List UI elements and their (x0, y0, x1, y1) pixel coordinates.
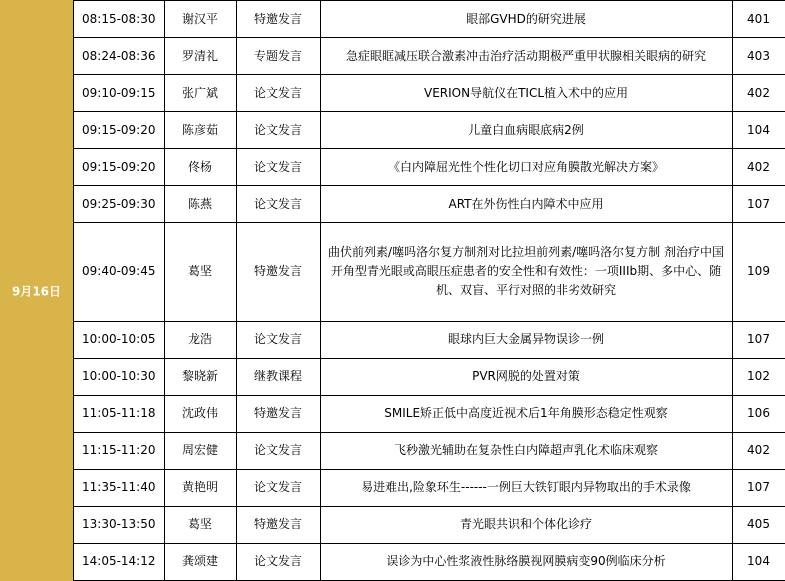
row-time: 08:15-08:30 (74, 1, 164, 38)
row-room: 102 (732, 358, 785, 395)
row-speaker: 龙浩 (164, 321, 236, 358)
row-type: 论文发言 (236, 75, 320, 112)
row-time: 11:05-11:18 (74, 395, 164, 432)
row-title: 青光眼共识和个体化诊疗 (320, 506, 732, 543)
date-label: 9月16日 (11, 284, 62, 298)
row-time: 09:15-09:20 (74, 149, 164, 186)
row-time: 13:30-13:50 (74, 506, 164, 543)
row-title: SMILE矫正低中高度近视术后1年角膜形态稳定性观察 (320, 395, 732, 432)
row-speaker: 陈彦茹 (164, 112, 236, 149)
row-time: 10:00-10:05 (74, 321, 164, 358)
row-title: 眼球内巨大金属异物误诊一例 (320, 321, 732, 358)
date-column (0, 0, 74, 581)
table-row (74, 321, 785, 358)
row-type: 特邀发言 (236, 395, 320, 432)
row-room: 402 (732, 149, 785, 186)
row-type: 特邀发言 (236, 223, 320, 322)
row-speaker: 谢汉平 (164, 1, 236, 38)
row-room: 402 (732, 432, 785, 469)
row-title: 眼部GVHD的研究进展 (320, 1, 732, 38)
table-row (74, 75, 785, 112)
row-time: 14:05-14:12 (74, 543, 164, 580)
table-row (74, 112, 785, 149)
row-time: 09:10-09:15 (74, 75, 164, 112)
table-row (74, 358, 785, 395)
row-speaker: 葛坚 (164, 223, 236, 322)
table-row (74, 38, 785, 75)
row-speaker: 罗清礼 (164, 38, 236, 75)
row-title: 《白内障屈光性个性化切口对应角膜散光解决方案》 (320, 149, 732, 186)
row-room: 401 (732, 1, 785, 38)
row-time: 11:15-11:20 (74, 432, 164, 469)
table-row (74, 395, 785, 432)
schedule-table-body (74, 1, 785, 581)
row-time: 08:24-08:36 (74, 38, 164, 75)
row-type: 论文发言 (236, 469, 320, 506)
row-title: ART在外伤性白内障术中应用 (320, 186, 732, 223)
row-type: 论文发言 (236, 321, 320, 358)
row-room: 402 (732, 75, 785, 112)
row-type: 论文发言 (236, 543, 320, 580)
table-row (74, 1, 785, 38)
table-row (74, 543, 785, 580)
row-type: 论文发言 (236, 432, 320, 469)
row-speaker: 葛坚 (164, 506, 236, 543)
row-room: 104 (732, 112, 785, 149)
row-type: 论文发言 (236, 149, 320, 186)
table-row (74, 149, 785, 186)
table-row (74, 186, 785, 223)
row-room: 109 (732, 223, 785, 322)
row-speaker: 佟杨 (164, 149, 236, 186)
row-speaker: 黄艳明 (164, 469, 236, 506)
table-row (74, 506, 785, 543)
row-room: 104 (732, 543, 785, 580)
row-title: 急症眼眶减压联合激素冲击治疗活动期极严重甲状腺相关眼病的研究 (320, 38, 732, 75)
table-row (74, 469, 785, 506)
row-speaker: 沈政伟 (164, 395, 236, 432)
row-type: 论文发言 (236, 186, 320, 223)
row-speaker: 周宏健 (164, 432, 236, 469)
row-time: 10:00-10:30 (74, 358, 164, 395)
row-room: 106 (732, 395, 785, 432)
row-speaker: 黎晓新 (164, 358, 236, 395)
table-row (74, 223, 785, 322)
row-time: 09:15-09:20 (74, 112, 164, 149)
row-title: 易进难出,险象环生------一例巨大铁钉眼内异物取出的手术录像 (320, 469, 732, 506)
schedule-table (74, 0, 785, 581)
row-type: 继教课程 (236, 358, 320, 395)
row-title: PVR网脱的处置对策 (320, 358, 732, 395)
row-speaker: 张广斌 (164, 75, 236, 112)
row-title: VERION导航仪在TICL植入术中的应用 (320, 75, 732, 112)
row-title: 误诊为中心性浆液性脉络膜视网膜病变90例临床分析 (320, 543, 732, 580)
row-room: 107 (732, 469, 785, 506)
row-room: 405 (732, 506, 785, 543)
row-time: 11:35-11:40 (74, 469, 164, 506)
row-room: 107 (732, 186, 785, 223)
row-type: 论文发言 (236, 112, 320, 149)
row-time: 09:25-09:30 (74, 186, 164, 223)
row-title: 儿童白血病眼底病2例 (320, 112, 732, 149)
row-time: 09:40-09:45 (74, 223, 164, 322)
row-title: 飞秒激光辅助在复杂性白内障超声乳化术临床观察 (320, 432, 732, 469)
row-room: 107 (732, 321, 785, 358)
row-type: 专题发言 (236, 38, 320, 75)
row-type: 特邀发言 (236, 1, 320, 38)
table-row (74, 432, 785, 469)
row-title: 曲伏前列素/噻吗洛尔复方制剂对比拉坦前列素/噻吗洛尔复方制 剂治疗中国开角型青光眼或高眼压症患者的安全性和有效性：一项IIIb期、多中心、随机、双盲、平行对照的非劣效研究 (320, 223, 732, 322)
row-type: 特邀发言 (236, 506, 320, 543)
row-speaker: 陈燕 (164, 186, 236, 223)
row-speaker: 龚颂建 (164, 543, 236, 580)
row-room: 403 (732, 38, 785, 75)
